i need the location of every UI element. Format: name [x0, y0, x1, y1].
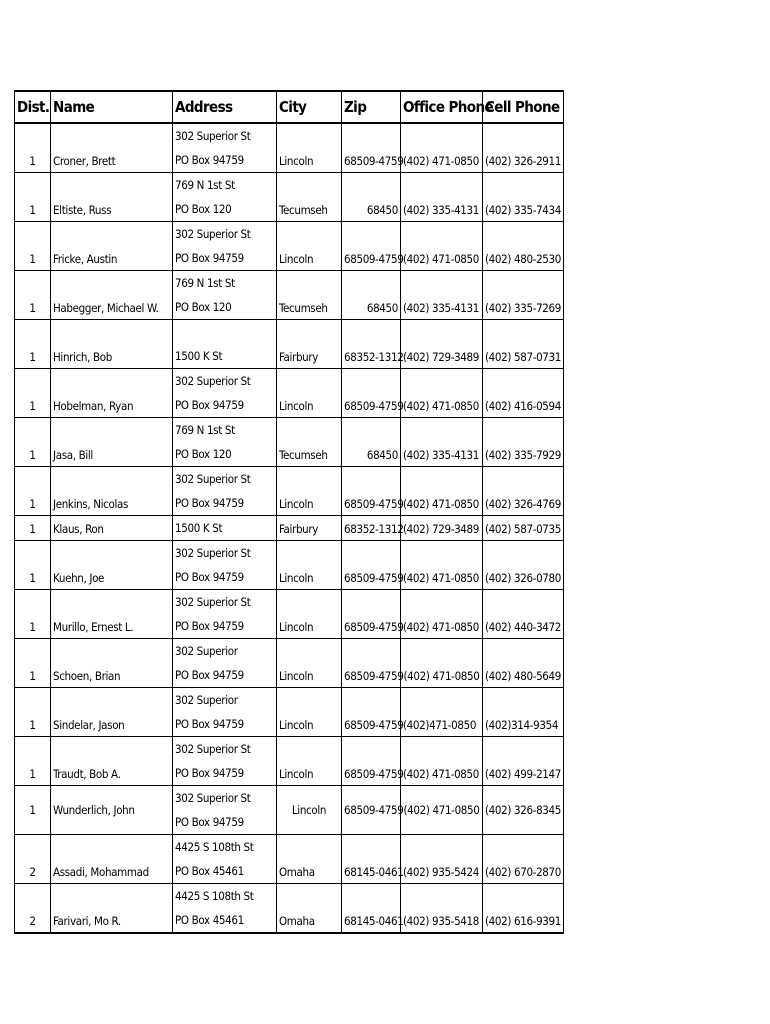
table-row [15, 541, 564, 590]
cell-office-phone: (402) 471-0850 [401, 737, 483, 786]
cell-city: Fairbury [277, 320, 342, 369]
cell-zip: 68509-4759 [342, 467, 401, 516]
cell-office-phone: (402) 471-0850 [401, 639, 483, 688]
cell-city: Lincoln [277, 369, 342, 418]
cell-office-phone: (402) 935-5418 [401, 884, 483, 934]
address-line-1: 302 Superior St [175, 129, 251, 143]
cell-dist: 1 [15, 418, 51, 467]
cell-zip: 68509-4759 [342, 639, 401, 688]
cell-zip: 68450 [342, 173, 401, 222]
cell-cell-phone: (402) 326-4769 [483, 467, 564, 516]
table-row [15, 467, 564, 516]
cell-cell-phone: (402)314-9354 [483, 688, 564, 737]
cell-office-phone: (402) 471-0850 [401, 369, 483, 418]
cell-address [173, 369, 277, 418]
cell-office-phone: (402) 935-5424 [401, 835, 483, 884]
table-row [15, 590, 564, 639]
address-line-2: PO Box 45461 [175, 864, 244, 878]
header-row [15, 91, 564, 123]
cell-zip: 68509-4759 [342, 123, 401, 173]
cell-cell-phone: (402) 480-2530 [483, 222, 564, 271]
cell-address [173, 590, 277, 639]
table-row [15, 835, 564, 884]
cell-address [173, 467, 277, 516]
address-line-1: 302 Superior [175, 644, 238, 658]
address-line-1: 302 Superior St [175, 595, 251, 609]
header-dist: Dist. [15, 91, 51, 123]
table-row [15, 418, 564, 467]
address-line-1: 769 N 1st St [175, 276, 235, 290]
cell-zip: 68145-0461 [342, 884, 401, 934]
cell-address [173, 418, 277, 467]
cell-cell-phone: (402) 670-2870 [483, 835, 564, 884]
cell-address [173, 320, 277, 369]
cell-address [173, 639, 277, 688]
header-name: Name [51, 91, 173, 123]
cell-city: Lincoln [277, 688, 342, 737]
cell-city: Lincoln [277, 541, 342, 590]
cell-office-phone: (402) 471-0850 [401, 123, 483, 173]
table-row [15, 271, 564, 320]
header-cell-phone: Cell Phone [483, 91, 564, 123]
address-line-2: PO Box 94759 [175, 398, 244, 412]
cell-zip: 68509-4759 [342, 369, 401, 418]
cell-dist: 2 [15, 884, 51, 934]
cell-city: Tecumseh [277, 173, 342, 222]
cell-office-phone: (402) 471-0850 [401, 467, 483, 516]
address-line-1: 302 Superior [175, 693, 238, 707]
cell-dist: 1 [15, 541, 51, 590]
cell-name: Murillo, Ernest L. [51, 590, 173, 639]
cell-name: Schoen, Brian [51, 639, 173, 688]
cell-dist: 1 [15, 688, 51, 737]
table-row [15, 516, 564, 541]
cell-dist: 1 [15, 369, 51, 418]
address-line-1: 302 Superior St [175, 791, 251, 805]
cell-dist: 1 [15, 516, 51, 541]
address-line-1: 769 N 1st St [175, 178, 235, 192]
address-line-1: 302 Superior St [175, 472, 251, 486]
cell-name: Farivari, Mo R. [51, 884, 173, 934]
address-line-2: PO Box 94759 [175, 668, 244, 682]
address-line-1: 302 Superior St [175, 546, 251, 560]
cell-office-phone: (402) 729-3489 [401, 516, 483, 541]
cell-zip: 68509-4759 [342, 590, 401, 639]
cell-zip: 68509-4759 [342, 786, 401, 835]
table-row [15, 786, 564, 835]
table-row [15, 222, 564, 271]
address-line-2: PO Box 94759 [175, 766, 244, 780]
cell-zip: 68352-1312 [342, 516, 401, 541]
cell-office-phone: (402) 729-3489 [401, 320, 483, 369]
table-row [15, 320, 564, 369]
roster-table [14, 90, 564, 934]
address-line-2: PO Box 120 [175, 300, 232, 314]
cell-city: Tecumseh [277, 418, 342, 467]
cell-cell-phone: (402) 587-0735 [483, 516, 564, 541]
cell-office-phone: (402) 471-0850 [401, 222, 483, 271]
cell-name: Jasa, Bill [51, 418, 173, 467]
address-line-2: PO Box 94759 [175, 570, 244, 584]
table-row [15, 639, 564, 688]
cell-city: Lincoln [277, 737, 342, 786]
cell-cell-phone: (402) 335-7434 [483, 173, 564, 222]
cell-dist: 1 [15, 737, 51, 786]
cell-dist: 1 [15, 320, 51, 369]
address-line-2: PO Box 94759 [175, 815, 244, 829]
cell-name: Fricke, Austin [51, 222, 173, 271]
cell-name: Wunderlich, John [51, 786, 173, 835]
cell-city: Tecumseh [277, 271, 342, 320]
address-line-2: PO Box 94759 [175, 717, 244, 731]
cell-name: Sindelar, Jason [51, 688, 173, 737]
cell-address [173, 123, 277, 173]
cell-zip: 68352-1312 [342, 320, 401, 369]
address-line-2: PO Box 94759 [175, 251, 244, 265]
cell-dist: 1 [15, 590, 51, 639]
cell-cell-phone: (402) 326-0780 [483, 541, 564, 590]
cell-office-phone: (402) 335-4131 [401, 418, 483, 467]
address-line-2: 1500 K St [175, 521, 223, 535]
cell-cell-phone: (402) 326-8345 [483, 786, 564, 835]
cell-city: Lincoln [277, 123, 342, 173]
cell-office-phone: (402) 335-4131 [401, 173, 483, 222]
table-row [15, 173, 564, 222]
cell-dist: 1 [15, 222, 51, 271]
cell-zip: 68509-4759 [342, 222, 401, 271]
header-address: Address [173, 91, 277, 123]
cell-cell-phone: (402) 616-9391 [483, 884, 564, 934]
cell-name: Hinrich, Bob [51, 320, 173, 369]
header-office-phone: Office Phone [401, 91, 483, 123]
cell-address [173, 541, 277, 590]
cell-zip: 68509-4759 [342, 541, 401, 590]
cell-city: Lincoln [277, 639, 342, 688]
address-line-2: PO Box 94759 [175, 153, 244, 167]
cell-address [173, 222, 277, 271]
cell-city: Lincoln [277, 786, 342, 835]
cell-office-phone: (402) 471-0850 [401, 590, 483, 639]
cell-city: Fairbury [277, 516, 342, 541]
cell-name: Croner, Brett [51, 123, 173, 173]
address-line-1: 4425 S 108th St [175, 889, 254, 903]
address-line-2: PO Box 120 [175, 202, 232, 216]
header-zip: Zip [342, 91, 401, 123]
cell-office-phone: (402) 471-0850 [401, 786, 483, 835]
address-line-1: 4425 S 108th St [175, 840, 254, 854]
cell-address [173, 688, 277, 737]
cell-city: Lincoln [277, 222, 342, 271]
address-line-2: PO Box 120 [175, 447, 232, 461]
cell-name: Jenkins, Nicolas [51, 467, 173, 516]
cell-office-phone: (402)471-0850 [401, 688, 483, 737]
cell-city: Omaha [277, 835, 342, 884]
cell-name: Habegger, Michael W. [51, 271, 173, 320]
address-line-1: 302 Superior St [175, 227, 251, 241]
cell-name: Kuehn, Joe [51, 541, 173, 590]
cell-cell-phone: (402) 587-0731 [483, 320, 564, 369]
cell-address [173, 737, 277, 786]
table-row [15, 737, 564, 786]
address-line-1: 769 N 1st St [175, 423, 235, 437]
address-line-1: 302 Superior St [175, 374, 251, 388]
cell-address [173, 786, 277, 835]
cell-office-phone: (402) 335-4131 [401, 271, 483, 320]
cell-city: Lincoln [277, 590, 342, 639]
cell-dist: 1 [15, 786, 51, 835]
cell-address [173, 173, 277, 222]
address-line-2: 1500 K St [175, 349, 223, 363]
cell-cell-phone: (402) 335-7929 [483, 418, 564, 467]
cell-address [173, 516, 277, 541]
table-row [15, 369, 564, 418]
cell-cell-phone: (402) 499-2147 [483, 737, 564, 786]
cell-city: Lincoln [277, 467, 342, 516]
cell-dist: 1 [15, 639, 51, 688]
cell-dist: 1 [15, 271, 51, 320]
cell-zip: 68509-4759 [342, 737, 401, 786]
address-line-2: PO Box 94759 [175, 496, 244, 510]
cell-name: Hobelman, Ryan [51, 369, 173, 418]
cell-cell-phone: (402) 440-3472 [483, 590, 564, 639]
roster-body [15, 123, 564, 933]
cell-dist: 1 [15, 123, 51, 173]
cell-address [173, 271, 277, 320]
table-row [15, 884, 564, 934]
roster-sheet [14, 90, 564, 934]
cell-cell-phone: (402) 416-0594 [483, 369, 564, 418]
cell-city: Omaha [277, 884, 342, 934]
cell-cell-phone: (402) 335-7269 [483, 271, 564, 320]
cell-name: Klaus, Ron [51, 516, 173, 541]
address-line-1: 302 Superior St [175, 742, 251, 756]
cell-address [173, 884, 277, 934]
table-row [15, 688, 564, 737]
cell-office-phone: (402) 471-0850 [401, 541, 483, 590]
cell-dist: 1 [15, 173, 51, 222]
cell-zip: 68450 [342, 418, 401, 467]
table-row [15, 123, 564, 173]
cell-name: Assadi, Mohammad [51, 835, 173, 884]
cell-zip: 68450 [342, 271, 401, 320]
cell-cell-phone: (402) 480-5649 [483, 639, 564, 688]
cell-name: Eltiste, Russ [51, 173, 173, 222]
cell-name: Traudt, Bob A. [51, 737, 173, 786]
cell-zip: 68145-0461 [342, 835, 401, 884]
cell-address [173, 835, 277, 884]
address-line-2: PO Box 94759 [175, 619, 244, 633]
cell-zip: 68509-4759 [342, 688, 401, 737]
cell-cell-phone: (402) 326-2911 [483, 123, 564, 173]
cell-dist: 2 [15, 835, 51, 884]
header-city: City [277, 91, 342, 123]
address-line-2: PO Box 45461 [175, 913, 244, 927]
cell-dist: 1 [15, 467, 51, 516]
